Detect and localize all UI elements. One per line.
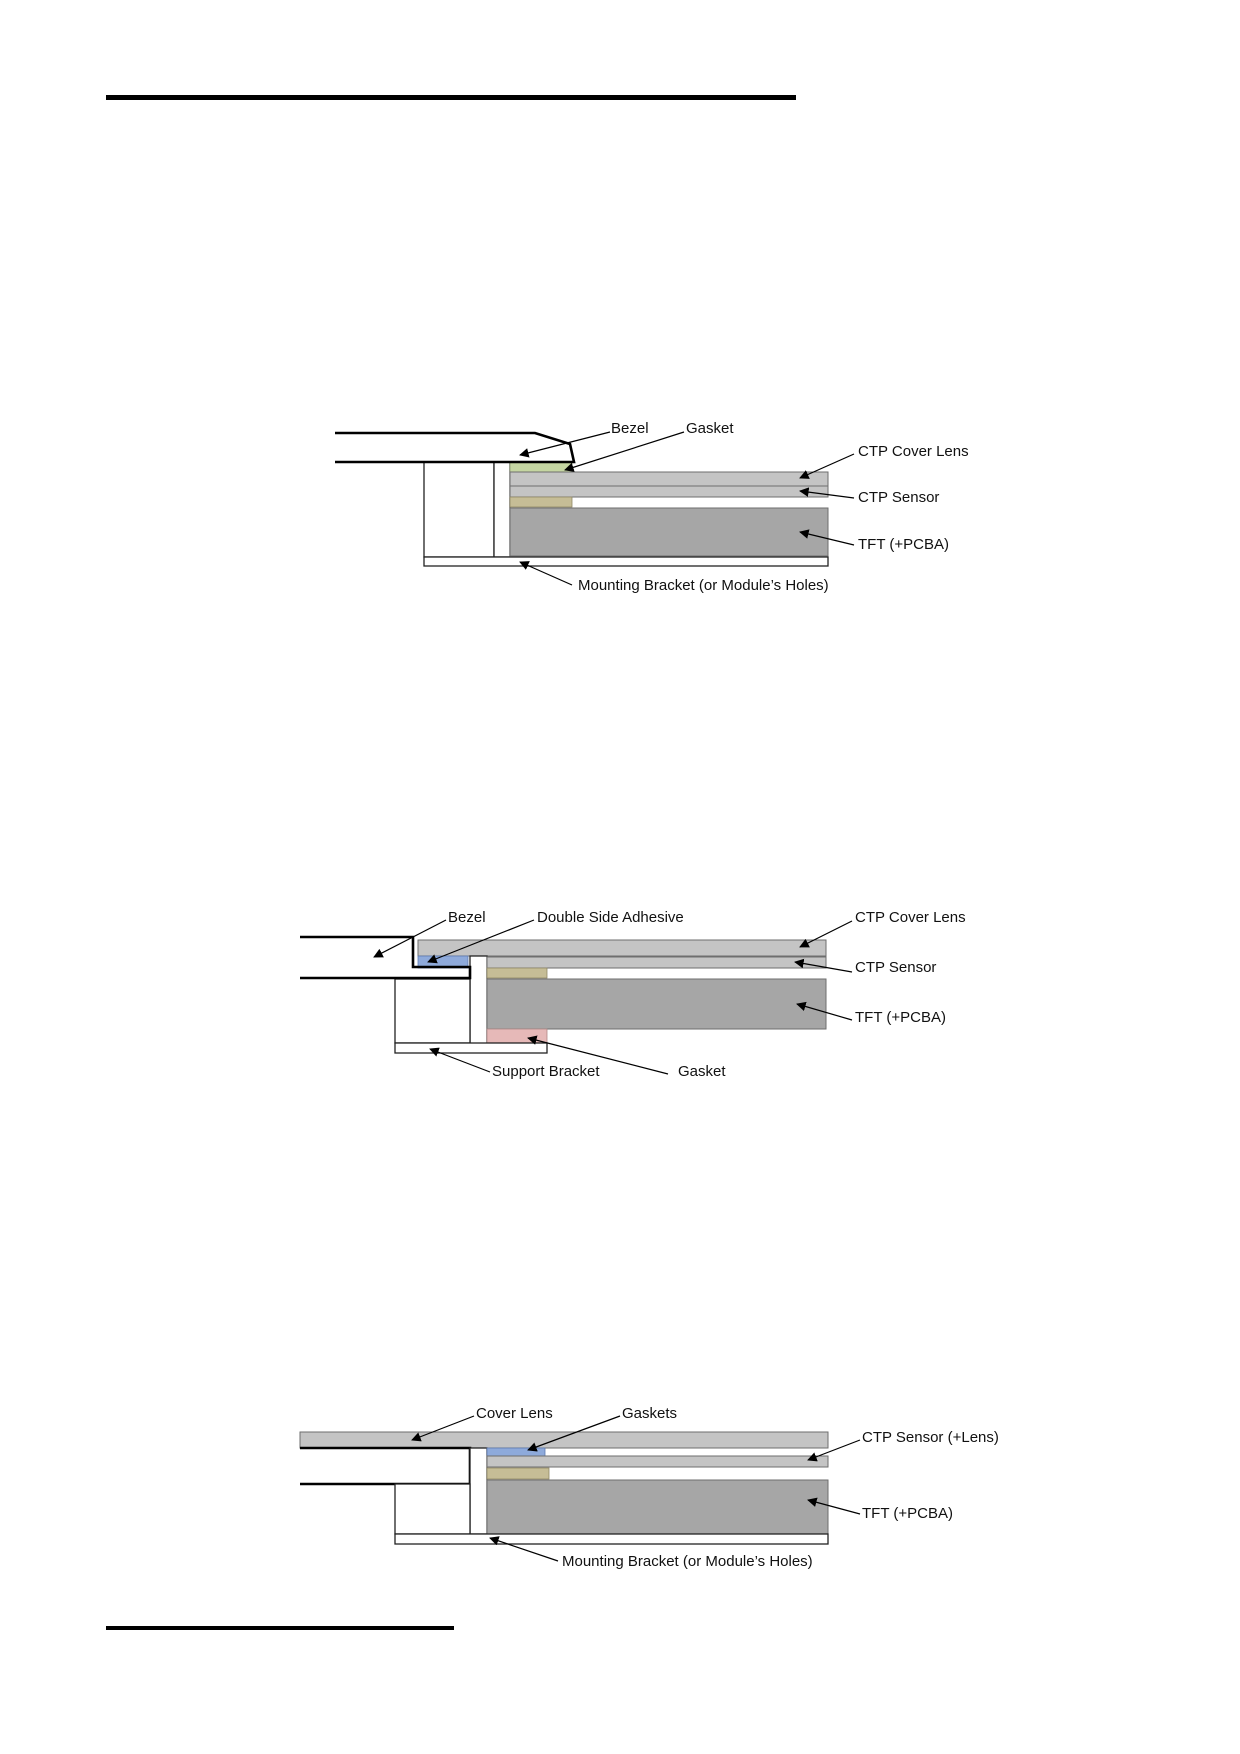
tft-panel: [487, 1480, 828, 1534]
support-bracket: [395, 1043, 547, 1053]
label-tft: TFT (+PCBA): [858, 536, 949, 553]
label-mounting-bracket: Mounting Bracket (or Module’s Holes): [578, 577, 829, 594]
top-rule: [106, 95, 796, 100]
label-tft: TFT (+PCBA): [862, 1505, 953, 1522]
ctp-sensor: [510, 486, 828, 497]
label-ctp-sensor: CTP Sensor: [855, 959, 937, 976]
support-post: [470, 956, 487, 1051]
label-double-side-adhesive: Double Side Adhesive: [537, 909, 684, 926]
label-ctp-sensor-lens: CTP Sensor (+Lens): [862, 1429, 999, 1446]
mounting-post: [470, 1448, 487, 1534]
support-block: [395, 979, 470, 1043]
bottom-rule: [106, 1626, 454, 1630]
diagram-cover-lens-mount: [0, 1395, 1240, 1615]
gasket-tan: [487, 1468, 549, 1479]
bezel-frame: [300, 1448, 470, 1484]
ctp-cover-lens: [510, 472, 828, 486]
gasket-tan: [487, 968, 547, 978]
label-mounting-bracket: Mounting Bracket (or Module’s Holes): [562, 1553, 813, 1570]
bezel: [335, 433, 574, 462]
label-bezel: Bezel: [611, 420, 649, 437]
label-bezel: Bezel: [448, 909, 486, 926]
label-ctp-cover-lens: CTP Cover Lens: [858, 443, 969, 460]
label-gasket: Gasket: [678, 1063, 726, 1080]
gasket-blue: [487, 1448, 545, 1456]
ctp-sensor-lens: [487, 1456, 828, 1467]
label-gaskets: Gaskets: [622, 1405, 678, 1422]
tft-panel: [487, 979, 826, 1029]
gasket-green: [510, 462, 572, 472]
tft-panel: [510, 508, 828, 556]
cover-lens: [300, 1432, 828, 1448]
ctp-sensor: [487, 957, 826, 968]
mounting-bracket: [424, 557, 828, 566]
label-ctp-sensor: CTP Sensor: [858, 489, 940, 506]
mounting-bracket: [395, 1534, 828, 1544]
mounting-block: [395, 1484, 470, 1534]
ctp-cover-lens: [418, 940, 826, 956]
label-tft: TFT (+PCBA): [855, 1009, 946, 1026]
diagram-bezel-mount: [0, 400, 1240, 620]
bracket-block: [424, 462, 494, 557]
label-cover-lens: Cover Lens: [476, 1405, 553, 1422]
gasket-tan: [510, 497, 572, 507]
bracket-post: [494, 462, 510, 557]
diagram-adhesive-mount: [0, 900, 1240, 1130]
label-gasket: Gasket: [686, 420, 734, 437]
label-support-bracket: Support Bracket: [492, 1063, 600, 1080]
label-ctp-cover-lens: CTP Cover Lens: [855, 909, 966, 926]
